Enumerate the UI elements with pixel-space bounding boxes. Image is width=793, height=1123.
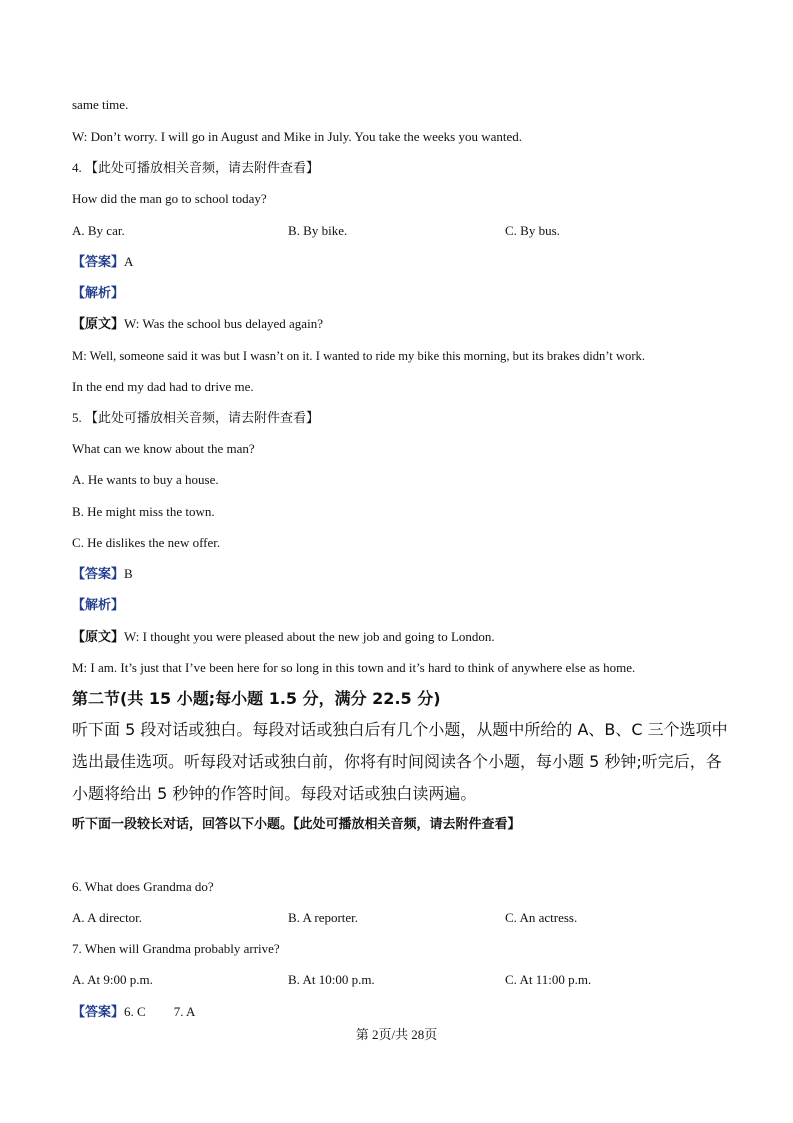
question-5-header: 5. 【此处可播放相关音频，请去附件查看】 <box>72 410 320 425</box>
q5-transcript <box>72 628 495 646</box>
q4-option-b: B. By bike. <box>288 223 348 238</box>
listening-instruction: 听下面一段较长对话，回答以下小题。【此处可播放相关音频，请去附件查看】 <box>72 817 521 832</box>
q4-option-a: A. By car. <box>72 223 125 238</box>
q7-option-c: C. At 11:00 p.m. <box>505 972 592 987</box>
section-title: 第二节(共 15 小题;每小题 1.5 分，满分 22.5 分) <box>72 689 441 708</box>
q5-option-c: C. He dislikes the new offer. <box>72 535 221 550</box>
answer-value: B <box>124 566 133 581</box>
question-4-header: 4. 【此处可播放相关音频，请去附件查看】 <box>72 160 320 175</box>
transcript-tag: 【原文】 <box>72 316 125 331</box>
section-instruction-line: 选出最佳选项。听每段对话或独白前，你将有时间阅读各个小题，每小题 5 秒钟;听完后，各 <box>72 752 722 771</box>
q4-option-c: C. By bus. <box>505 223 560 238</box>
dialogue-line: W: Don’t worry. I will go in August and Mike in July. You take the weeks you wanted. <box>72 129 523 144</box>
q5-analysis-tag: 【解析】 <box>72 597 125 612</box>
q5-option-b: B. He might miss the town. <box>72 504 215 519</box>
q7-option-a: A. At 9:00 p.m. <box>72 972 153 987</box>
transcript-tag: 【原文】 <box>72 629 125 644</box>
q7-option-b: B. At 10:00 p.m. <box>288 972 375 987</box>
q4-answer <box>72 253 133 271</box>
q4-analysis-tag: 【解析】 <box>72 285 125 300</box>
question-6-stem: 6. What does Grandma do? <box>72 879 214 894</box>
q6-option-c: C. An actress. <box>505 910 578 925</box>
transcript-line: W: I thought you were pleased about the new job and going to London. <box>124 629 495 644</box>
answer-tag: 【答案】 <box>72 1004 125 1019</box>
question-5-stem: What can we know about the man? <box>72 441 255 456</box>
q6-option-b: B. A reporter. <box>288 910 359 925</box>
q5-option-a: A. He wants to buy a house. <box>72 472 219 487</box>
answer-7: 7. A <box>173 1004 196 1019</box>
transcript-line: In the end my dad had to drive me. <box>72 379 254 394</box>
page-number: 第 2页/共 28页 <box>355 1027 438 1042</box>
q6-q7-answers <box>72 1003 195 1021</box>
transcript-line: M: I am. It’s just that I’ve been here for so long in this town and it’s hard to think of anywhere else as home. <box>72 660 636 675</box>
answer-value: A <box>124 254 134 269</box>
question-4-stem: How did the man go to school today? <box>72 191 267 206</box>
q4-transcript <box>72 315 323 333</box>
dialogue-line: same time. <box>72 97 129 112</box>
q5-answer <box>72 565 133 583</box>
q6-option-a: A. A director. <box>72 910 143 925</box>
transcript-line: M: Well, someone said it was but I wasn’t on it. I wanted to ride my bike this morning, but its brakes didn’t work. <box>72 349 645 363</box>
transcript-line: W: Was the school bus delayed again? <box>124 316 323 331</box>
answer-tag: 【答案】 <box>72 254 125 269</box>
section-instruction-line: 听下面 5 段对话或独白。每段对话或独白后有几个小题，从题中所给的 A、B、C 三个选项中 <box>72 720 728 739</box>
question-7-stem: 7. When will Grandma probably arrive? <box>72 941 280 956</box>
section-instruction-line: 小题将给出 5 秒钟的作答时间。每段对话或独白读两遍。 <box>72 784 477 803</box>
answer-tag: 【答案】 <box>72 566 125 581</box>
answer-6: 6. C <box>124 1004 146 1019</box>
